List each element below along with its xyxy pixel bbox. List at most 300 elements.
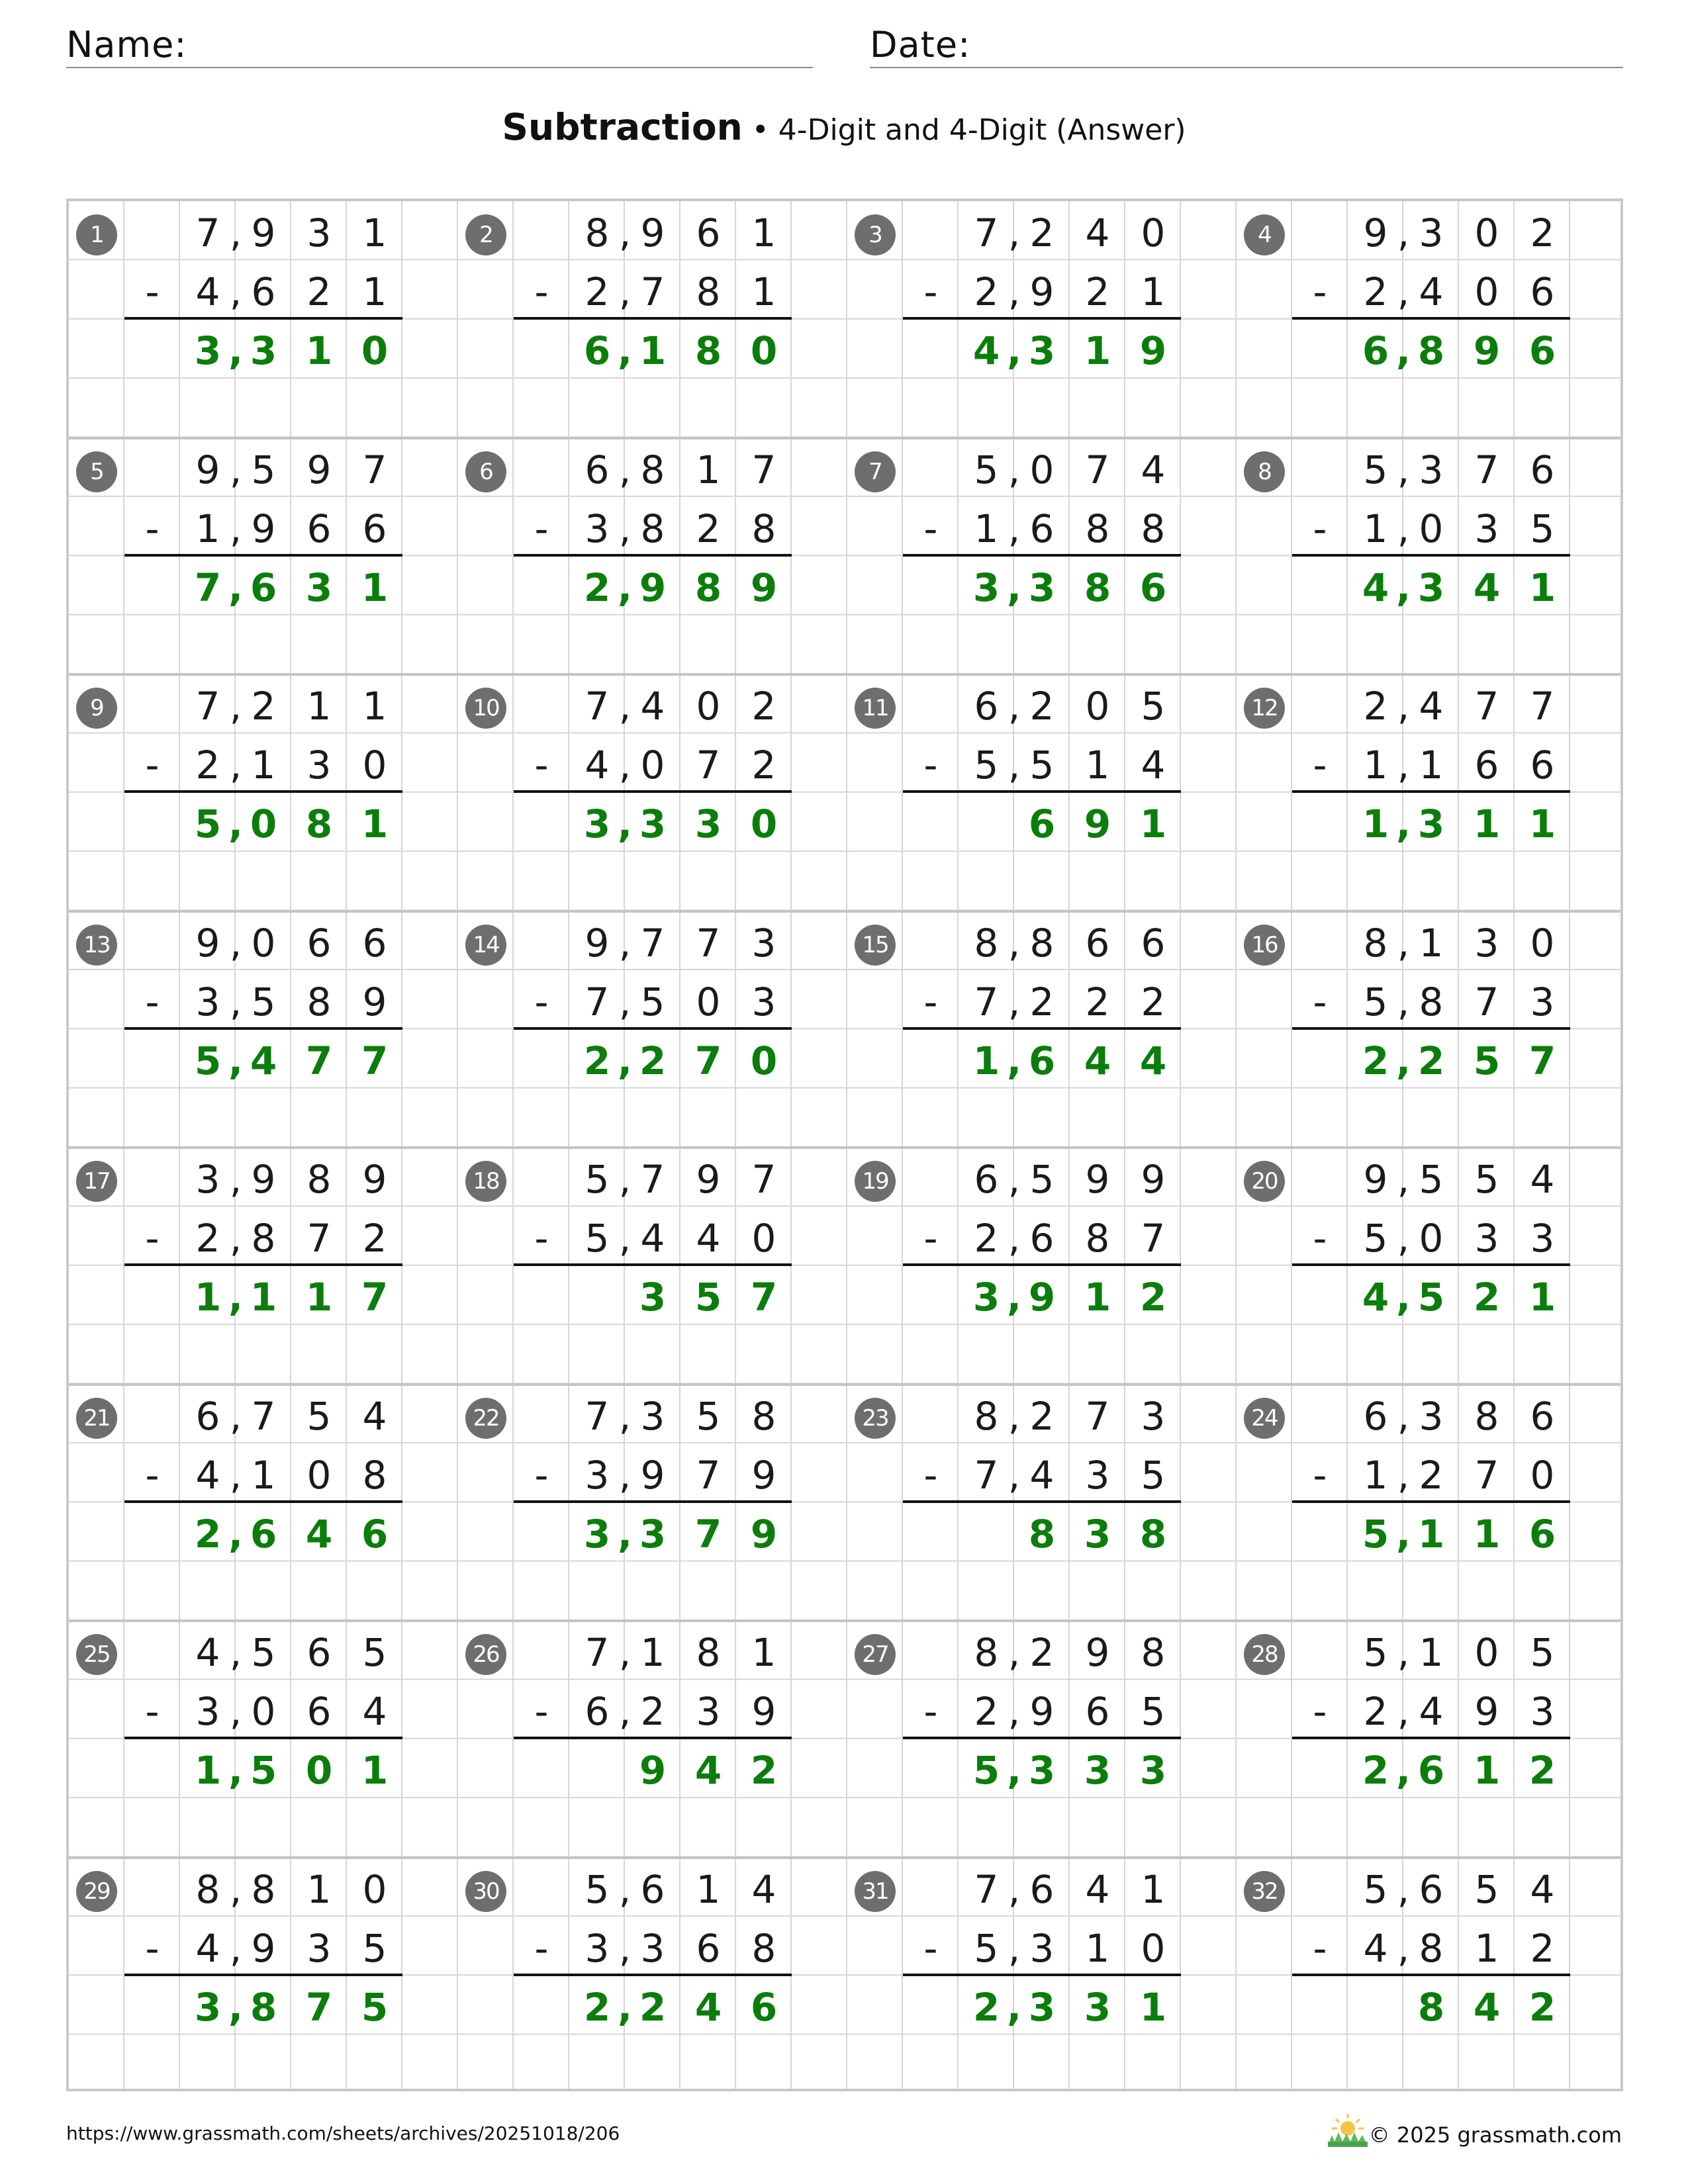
answer-rule bbox=[124, 1500, 402, 1503]
answer-digit: 3 bbox=[1028, 328, 1056, 373]
thousands-separator: , bbox=[618, 684, 632, 729]
minus-sign: - bbox=[534, 1689, 549, 1734]
thousands-separator: , bbox=[617, 328, 633, 373]
thousands-separator: , bbox=[229, 210, 242, 255]
subtrahend-digit: 5 bbox=[1363, 1216, 1388, 1261]
answer-digit: 0 bbox=[750, 328, 778, 373]
problem-number-badge: 5 bbox=[76, 451, 117, 492]
subtrahend-digit: 4 bbox=[195, 269, 220, 314]
subtrahend-digit: 2 bbox=[585, 269, 610, 314]
thousands-separator: , bbox=[1395, 1748, 1411, 1793]
problem-1 bbox=[69, 201, 458, 438]
problem-number-badge: 15 bbox=[855, 925, 896, 966]
thousands-separator: , bbox=[1397, 210, 1410, 255]
answer-digit: 6 bbox=[361, 1511, 389, 1557]
thousands-separator: , bbox=[1397, 1925, 1410, 1971]
answer-rule bbox=[903, 1263, 1181, 1266]
answer-digit: 4 bbox=[1473, 1984, 1501, 2030]
answer-digit: 1 bbox=[1139, 1984, 1167, 2030]
minuend-digit: 7 bbox=[1530, 684, 1555, 729]
minus-sign: - bbox=[145, 743, 160, 788]
answer-rule bbox=[514, 1500, 792, 1503]
thousands-separator: , bbox=[1395, 801, 1411, 846]
subtrahend-digit: 9 bbox=[251, 506, 276, 551]
subtrahend-digit: 4 bbox=[585, 743, 610, 788]
answer-digit: 3 bbox=[194, 328, 222, 373]
thousands-separator: , bbox=[229, 1630, 242, 1675]
subtrahend-digit: 8 bbox=[1141, 506, 1166, 551]
minuend-digit: 5 bbox=[696, 1393, 721, 1439]
subtrahend-digit: 2 bbox=[1085, 979, 1110, 1024]
thousands-separator: , bbox=[1397, 447, 1410, 492]
answer-digit: 3 bbox=[639, 1511, 667, 1557]
answer-digit: 3 bbox=[1139, 1748, 1167, 1793]
subtrahend-digit: 6 bbox=[306, 506, 332, 551]
thousands-separator: , bbox=[1008, 1925, 1021, 1971]
subtrahend-digit: 3 bbox=[1474, 1216, 1499, 1261]
minuend-digit: 3 bbox=[751, 920, 776, 966]
answer-digit: 7 bbox=[305, 1984, 333, 2030]
minuend-digit: 7 bbox=[974, 1866, 999, 1912]
subtrahend-digit: 5 bbox=[1141, 1689, 1166, 1734]
minuend-digit: 6 bbox=[362, 920, 387, 966]
thousands-separator: , bbox=[618, 1866, 632, 1912]
subtrahend-digit: 2 bbox=[1363, 1689, 1388, 1734]
problem-number-badge: 25 bbox=[76, 1634, 117, 1675]
thousands-separator: , bbox=[1395, 1038, 1411, 1083]
minuend-digit: 6 bbox=[1029, 1866, 1055, 1912]
subtrahend-digit: 9 bbox=[1029, 269, 1055, 314]
subtrahend-digit: 5 bbox=[1530, 506, 1555, 551]
problem-number-badge: 8 bbox=[1244, 451, 1285, 492]
answer-digit: 4 bbox=[972, 328, 1000, 373]
subtrahend-digit: 9 bbox=[751, 1689, 776, 1734]
thousands-separator: , bbox=[228, 565, 244, 610]
answer-digit: 6 bbox=[750, 1984, 778, 2030]
answer-digit: 9 bbox=[639, 1748, 667, 1793]
minuend-digit: 5 bbox=[585, 1866, 610, 1912]
minuend-digit: 4 bbox=[1085, 210, 1110, 255]
subtrahend-digit: 1 bbox=[251, 1452, 276, 1498]
answer-digit: 3 bbox=[639, 1275, 667, 1320]
subtrahend-digit: 8 bbox=[306, 979, 332, 1024]
answer-digit: 2 bbox=[1473, 1275, 1501, 1320]
problem-17 bbox=[69, 1148, 458, 1385]
answer-digit: 6 bbox=[1139, 565, 1167, 610]
minuend-digit: 8 bbox=[195, 1866, 220, 1912]
subtrahend-digit: 4 bbox=[195, 1925, 220, 1971]
answer-rule bbox=[124, 1974, 402, 1976]
minus-sign: - bbox=[534, 743, 549, 788]
minus-sign: - bbox=[145, 1689, 160, 1734]
answer-rule bbox=[1292, 554, 1570, 557]
thousands-separator: , bbox=[1006, 328, 1022, 373]
minuend-digit: 1 bbox=[640, 1630, 665, 1675]
answer-rule bbox=[514, 317, 792, 320]
answer-rule bbox=[124, 1263, 402, 1266]
answer-digit: 5 bbox=[194, 1038, 222, 1083]
problem-number-badge: 2 bbox=[465, 214, 506, 255]
answer-digit: 1 bbox=[1084, 328, 1111, 373]
answer-rule bbox=[514, 1737, 792, 1739]
answer-digit: 3 bbox=[1028, 565, 1056, 610]
minuend-digit: 7 bbox=[585, 1630, 610, 1675]
problem-23 bbox=[847, 1385, 1237, 1621]
thousands-separator: , bbox=[228, 1038, 244, 1083]
minuend-digit: 6 bbox=[585, 447, 610, 492]
answer-digit: 2 bbox=[639, 1984, 667, 2030]
problem-number-badge: 21 bbox=[76, 1398, 117, 1439]
thousands-separator: , bbox=[228, 1511, 244, 1557]
minuend-digit: 3 bbox=[195, 1157, 220, 1202]
answer-digit: 1 bbox=[1473, 801, 1501, 846]
minuend-digit: 8 bbox=[1363, 920, 1388, 966]
problem-9 bbox=[69, 674, 458, 911]
subtrahend-digit: 1 bbox=[1363, 506, 1388, 551]
answer-digit: 4 bbox=[250, 1038, 277, 1083]
minus-sign: - bbox=[923, 1216, 938, 1261]
subtrahend-digit: 8 bbox=[1419, 979, 1444, 1024]
answer-digit: 6 bbox=[1362, 328, 1389, 373]
subtrahend-digit: 6 bbox=[306, 1689, 332, 1734]
answer-digit: 1 bbox=[194, 1748, 222, 1793]
subtrahend-digit: 6 bbox=[1029, 1216, 1055, 1261]
answer-digit: 1 bbox=[361, 1748, 389, 1793]
minuend-digit: 6 bbox=[1530, 1393, 1555, 1439]
minuend-digit: 7 bbox=[1085, 447, 1110, 492]
problem-18 bbox=[458, 1148, 847, 1385]
answer-digit: 5 bbox=[1417, 1275, 1445, 1320]
subtrahend-digit: 9 bbox=[1029, 1689, 1055, 1734]
thousands-separator: , bbox=[1008, 269, 1021, 314]
answer-digit: 0 bbox=[750, 801, 778, 846]
subtrahend-digit: 9 bbox=[640, 1452, 665, 1498]
subtrahend-digit: 6 bbox=[362, 506, 387, 551]
minuend-digit: 7 bbox=[751, 1157, 776, 1202]
subtrahend-digit: 7 bbox=[1474, 979, 1499, 1024]
answer-digit: 3 bbox=[250, 328, 277, 373]
thousands-separator: , bbox=[618, 210, 632, 255]
answer-digit: 0 bbox=[750, 1038, 778, 1083]
subtrahend-digit: 0 bbox=[696, 979, 721, 1024]
problem-27 bbox=[847, 1621, 1237, 1858]
minus-sign: - bbox=[1313, 269, 1327, 314]
subtrahend-digit: 7 bbox=[696, 1452, 721, 1498]
thousands-separator: , bbox=[1008, 1157, 1021, 1202]
thousands-separator: , bbox=[229, 1452, 242, 1498]
minuend-digit: 7 bbox=[251, 1393, 276, 1439]
answer-rule bbox=[903, 1500, 1181, 1503]
thousands-separator: , bbox=[228, 1748, 244, 1793]
subtrahend-digit: 9 bbox=[1474, 1689, 1499, 1734]
answer-digit: 2 bbox=[1362, 1748, 1389, 1793]
subtrahend-digit: 4 bbox=[1029, 1452, 1055, 1498]
problem-14 bbox=[458, 911, 847, 1148]
thousands-separator: , bbox=[229, 506, 242, 551]
answer-rule bbox=[124, 1027, 402, 1030]
answer-rule bbox=[514, 554, 792, 557]
answer-digit: 5 bbox=[194, 801, 222, 846]
minuend-digit: 9 bbox=[251, 210, 276, 255]
answer-digit: 1 bbox=[305, 328, 333, 373]
minuend-digit: 1 bbox=[362, 210, 387, 255]
minuend-digit: 7 bbox=[974, 210, 999, 255]
answer-digit: 8 bbox=[1139, 1511, 1167, 1557]
problem-number-badge: 31 bbox=[855, 1871, 896, 1912]
subtrahend-digit: 0 bbox=[362, 743, 387, 788]
minuend-digit: 4 bbox=[1141, 447, 1166, 492]
minuend-digit: 1 bbox=[1419, 920, 1444, 966]
answer-digit: 8 bbox=[1084, 565, 1111, 610]
thousands-separator: , bbox=[618, 743, 632, 788]
problem-22 bbox=[458, 1385, 847, 1621]
thousands-separator: , bbox=[228, 328, 244, 373]
subtrahend-digit: 5 bbox=[585, 1216, 610, 1261]
problem-8 bbox=[1237, 438, 1626, 675]
problem-24 bbox=[1237, 1385, 1626, 1621]
minus-sign: - bbox=[1313, 1925, 1327, 1971]
thousands-separator: , bbox=[618, 506, 632, 551]
answer-digit: 6 bbox=[1417, 1748, 1445, 1793]
footer-url: https://www.grassmath.com/sheets/archives/20251018/206 bbox=[66, 2122, 620, 2144]
thousands-separator: , bbox=[229, 1216, 242, 1261]
thousands-separator: , bbox=[1008, 1393, 1021, 1439]
problem-19 bbox=[847, 1148, 1237, 1385]
subtrahend-digit: 1 bbox=[1085, 743, 1110, 788]
minus-sign: - bbox=[145, 269, 160, 314]
minuend-digit: 0 bbox=[1474, 210, 1499, 255]
problem-3 bbox=[847, 201, 1237, 438]
minuend-digit: 7 bbox=[640, 920, 665, 966]
answer-rule bbox=[903, 1974, 1181, 1976]
minuend-digit: 1 bbox=[751, 1630, 776, 1675]
thousands-separator: , bbox=[1008, 920, 1021, 966]
subtrahend-digit: 2 bbox=[1141, 979, 1166, 1024]
minus-sign: - bbox=[145, 1925, 160, 1971]
minuend-digit: 6 bbox=[1141, 920, 1166, 966]
subtrahend-digit: 8 bbox=[640, 506, 665, 551]
answer-digit: 6 bbox=[583, 328, 611, 373]
answer-digit: 1 bbox=[1473, 1748, 1501, 1793]
subtrahend-digit: 7 bbox=[1141, 1216, 1166, 1261]
answer-digit: 1 bbox=[1528, 801, 1556, 846]
minuend-digit: 7 bbox=[640, 1157, 665, 1202]
answer-digit: 3 bbox=[1417, 801, 1445, 846]
answer-digit: 0 bbox=[250, 801, 277, 846]
answer-rule bbox=[903, 554, 1181, 557]
thousands-separator: , bbox=[618, 979, 632, 1024]
minus-sign: - bbox=[1313, 1689, 1327, 1734]
minuend-digit: 9 bbox=[1363, 1157, 1388, 1202]
subtrahend-digit: 2 bbox=[1419, 1452, 1444, 1498]
problem-10 bbox=[458, 674, 847, 911]
subtrahend-digit: 0 bbox=[1419, 506, 1444, 551]
subtrahend-digit: 3 bbox=[585, 1452, 610, 1498]
minuend-digit: 3 bbox=[640, 1393, 665, 1439]
minuend-digit: 4 bbox=[362, 1393, 387, 1439]
answer-digit: 3 bbox=[583, 801, 611, 846]
problem-number-badge: 30 bbox=[465, 1871, 506, 1912]
problem-16 bbox=[1237, 911, 1626, 1148]
subtrahend-digit: 0 bbox=[1530, 1452, 1555, 1498]
answer-rule bbox=[903, 1027, 1181, 1030]
answer-digit: 1 bbox=[1139, 801, 1167, 846]
subtrahend-digit: 2 bbox=[195, 1216, 220, 1261]
thousands-separator: , bbox=[618, 1689, 632, 1734]
subtrahend-digit: 9 bbox=[362, 979, 387, 1024]
minuend-digit: 4 bbox=[1419, 684, 1444, 729]
subtrahend-digit: 5 bbox=[251, 979, 276, 1024]
minuend-digit: 8 bbox=[1029, 920, 1055, 966]
minuend-digit: 9 bbox=[1363, 210, 1388, 255]
thousands-separator: , bbox=[618, 1393, 632, 1439]
minuend-digit: 7 bbox=[1474, 684, 1499, 729]
problem-number-badge: 19 bbox=[855, 1161, 896, 1202]
answer-digit: 1 bbox=[1417, 1511, 1445, 1557]
minus-sign: - bbox=[1313, 743, 1327, 788]
subtrahend-digit: 1 bbox=[362, 269, 387, 314]
thousands-separator: , bbox=[617, 801, 633, 846]
answer-digit: 9 bbox=[750, 1511, 778, 1557]
answer-digit: 7 bbox=[694, 1038, 722, 1083]
minuend-digit: 7 bbox=[696, 920, 721, 966]
thousands-separator: , bbox=[1397, 1216, 1410, 1261]
subtrahend-digit: 3 bbox=[1029, 1925, 1055, 1971]
minuend-digit: 8 bbox=[974, 1393, 999, 1439]
minuend-digit: 6 bbox=[696, 210, 721, 255]
subtrahend-digit: 2 bbox=[974, 1216, 999, 1261]
problem-number-badge: 18 bbox=[465, 1161, 506, 1202]
thousands-separator: , bbox=[1397, 1866, 1410, 1912]
answer-digit: 4 bbox=[1139, 1038, 1167, 1083]
minuend-digit: 2 bbox=[1029, 210, 1055, 255]
answer-digit: 2 bbox=[972, 1984, 1000, 2030]
answer-digit: 3 bbox=[1028, 1984, 1056, 2030]
problem-5 bbox=[69, 438, 458, 675]
answer-rule bbox=[514, 790, 792, 793]
thousands-separator: , bbox=[1395, 328, 1411, 373]
answer-digit: 1 bbox=[972, 1038, 1000, 1083]
minus-sign: - bbox=[923, 979, 938, 1024]
minuend-digit: 6 bbox=[195, 1393, 220, 1439]
subtrahend-digit: 2 bbox=[195, 743, 220, 788]
minus-sign: - bbox=[923, 1925, 938, 1971]
minuend-digit: 4 bbox=[195, 1630, 220, 1675]
thousands-separator: , bbox=[1008, 1630, 1021, 1675]
answer-digit: 1 bbox=[1473, 1511, 1501, 1557]
thousands-separator: , bbox=[229, 447, 242, 492]
answer-digit: 2 bbox=[194, 1511, 222, 1557]
answer-digit: 2 bbox=[1139, 1275, 1167, 1320]
minuend-digit: 5 bbox=[1474, 1866, 1499, 1912]
subtrahend-digit: 7 bbox=[585, 979, 610, 1024]
minus-sign: - bbox=[923, 269, 938, 314]
minuend-digit: 6 bbox=[1085, 920, 1110, 966]
minuend-digit: 3 bbox=[1419, 1393, 1444, 1439]
answer-rule bbox=[1292, 1500, 1570, 1503]
answer-digit: 8 bbox=[1028, 1511, 1056, 1557]
answer-digit: 9 bbox=[1084, 801, 1111, 846]
answer-rule bbox=[1292, 317, 1570, 320]
problem-number-badge: 10 bbox=[465, 688, 506, 729]
subtrahend-digit: 3 bbox=[1530, 1216, 1555, 1261]
minuend-digit: 7 bbox=[751, 447, 776, 492]
thousands-separator: , bbox=[229, 1689, 242, 1734]
answer-digit: 2 bbox=[1362, 1038, 1389, 1083]
thousands-separator: , bbox=[617, 565, 633, 610]
answer-digit: 4 bbox=[1362, 565, 1389, 610]
subtrahend-digit: 1 bbox=[1363, 1452, 1388, 1498]
minus-sign: - bbox=[1313, 1452, 1327, 1498]
minuend-digit: 8 bbox=[640, 447, 665, 492]
thousands-separator: , bbox=[1397, 269, 1410, 314]
thousands-separator: , bbox=[618, 1157, 632, 1202]
minuend-digit: 8 bbox=[696, 1630, 721, 1675]
subtrahend-digit: 2 bbox=[751, 743, 776, 788]
answer-rule bbox=[124, 790, 402, 793]
thousands-separator: , bbox=[1397, 506, 1410, 551]
minus-sign: - bbox=[534, 979, 549, 1024]
minuend-digit: 5 bbox=[251, 447, 276, 492]
minuend-digit: 2 bbox=[1530, 210, 1555, 255]
answer-digit: 7 bbox=[361, 1275, 389, 1320]
thousands-separator: , bbox=[618, 447, 632, 492]
subtrahend-digit: 2 bbox=[974, 1689, 999, 1734]
minuend-digit: 6 bbox=[306, 1630, 332, 1675]
subtrahend-digit: 3 bbox=[195, 1689, 220, 1734]
minuend-digit: 1 bbox=[306, 684, 332, 729]
title-sub: • 4-Digit and 4-Digit (Answer) bbox=[742, 113, 1186, 147]
subtrahend-digit: 8 bbox=[362, 1452, 387, 1498]
answer-digit: 4 bbox=[694, 1748, 722, 1793]
subtrahend-digit: 9 bbox=[751, 1452, 776, 1498]
minuend-digit: 9 bbox=[1141, 1157, 1166, 1202]
minus-sign: - bbox=[923, 506, 938, 551]
subtrahend-digit: 5 bbox=[362, 1925, 387, 1971]
subtrahend-digit: 3 bbox=[1530, 1689, 1555, 1734]
thousands-separator: , bbox=[229, 1866, 242, 1912]
subtrahend-digit: 3 bbox=[585, 506, 610, 551]
minuend-digit: 5 bbox=[1363, 1630, 1388, 1675]
answer-digit: 6 bbox=[1028, 1038, 1056, 1083]
answer-digit: 6 bbox=[250, 565, 277, 610]
minuend-digit: 0 bbox=[251, 920, 276, 966]
thousands-separator: , bbox=[228, 801, 244, 846]
minuend-digit: 6 bbox=[640, 1866, 665, 1912]
answer-digit: 8 bbox=[1417, 1984, 1445, 2030]
thousands-separator: , bbox=[1006, 565, 1022, 610]
subtrahend-digit: 4 bbox=[1419, 269, 1444, 314]
answer-digit: 5 bbox=[694, 1275, 722, 1320]
minuend-digit: 9 bbox=[195, 920, 220, 966]
subtrahend-digit: 5 bbox=[1363, 979, 1388, 1024]
minus-sign: - bbox=[534, 1216, 549, 1261]
answer-digit: 3 bbox=[694, 801, 722, 846]
thousands-separator: , bbox=[618, 1925, 632, 1971]
subtrahend-digit: 3 bbox=[1530, 979, 1555, 1024]
minuend-digit: 2 bbox=[751, 684, 776, 729]
minus-sign: - bbox=[923, 1689, 938, 1734]
thousands-separator: , bbox=[228, 1984, 244, 2030]
thousands-separator: , bbox=[1008, 506, 1021, 551]
thousands-separator: , bbox=[1397, 920, 1410, 966]
thousands-separator: , bbox=[1006, 1275, 1022, 1320]
thousands-separator: , bbox=[1395, 1511, 1411, 1557]
answer-digit: 2 bbox=[583, 1038, 611, 1083]
thousands-separator: , bbox=[1008, 1216, 1021, 1261]
thousands-separator: , bbox=[1008, 684, 1021, 729]
subtrahend-digit: 8 bbox=[751, 506, 776, 551]
